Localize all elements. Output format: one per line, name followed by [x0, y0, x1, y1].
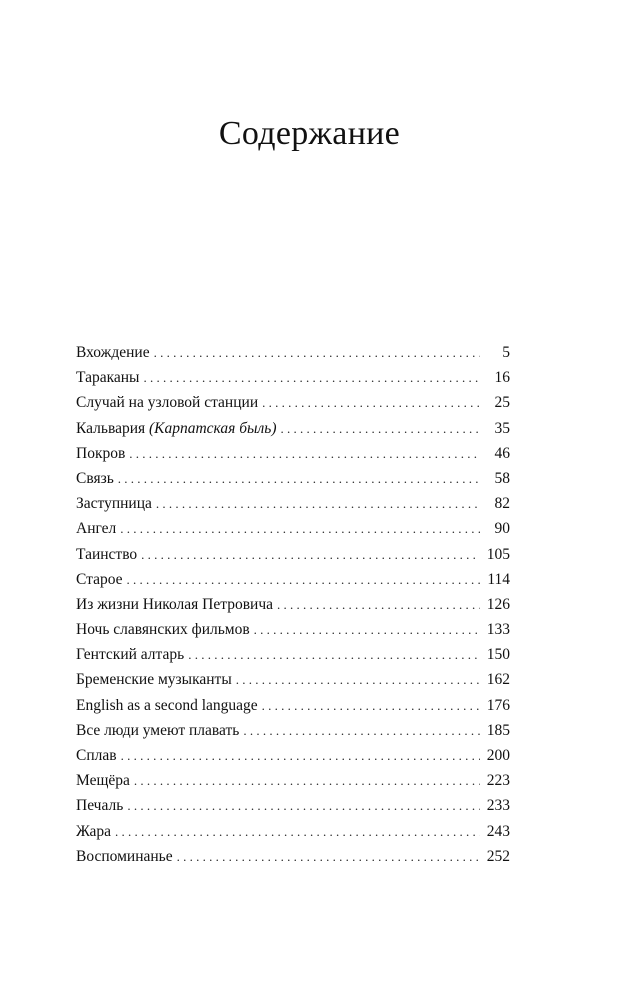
- toc-entry: [76, 693, 510, 718]
- toc-entry-title: Заступница: [76, 495, 152, 513]
- toc-dot-leader: [143, 365, 480, 390]
- toc-entry-title: Гентский алтарь: [76, 646, 185, 664]
- toc-dot-leader: [254, 617, 480, 642]
- toc-page-number: 162: [486, 671, 510, 689]
- toc-entry-title: Старое: [76, 570, 123, 588]
- toc-entry-title: Из жизни Николая Петровича: [76, 595, 274, 613]
- toc-page-number: 223: [486, 772, 510, 790]
- toc-entry: [76, 390, 510, 415]
- toc-entry-title: Все люди умеют плавать: [76, 721, 240, 739]
- toc-entry-title: Мещёра: [76, 772, 130, 790]
- toc-dot-leader: [115, 819, 480, 844]
- toc-dot-leader: [118, 466, 480, 491]
- toc-entry: [76, 768, 510, 793]
- table-of-contents: [76, 340, 510, 869]
- toc-page-number: 185: [486, 721, 510, 739]
- toc-page-number: 133: [486, 621, 510, 639]
- toc-entry: [76, 844, 510, 869]
- toc-entry-title: English as a second language: [76, 696, 258, 714]
- toc-entry-note: (Карпатская быль): [149, 419, 277, 437]
- toc-page-number: 25: [494, 394, 510, 412]
- toc-page-number: 114: [487, 570, 510, 588]
- toc-entry-title: Воспоминанье: [76, 847, 173, 865]
- page-title: Содержание: [218, 115, 401, 152]
- toc-page-number: 35: [494, 419, 510, 437]
- toc-dot-leader: [177, 844, 480, 869]
- toc-entry: [76, 642, 510, 667]
- toc-page-number: 90: [494, 520, 510, 538]
- toc-entry-title: Вхождение: [76, 344, 150, 361]
- toc-dot-leader: [141, 542, 480, 567]
- toc-entry: [76, 542, 510, 567]
- toc-entry-title: Ангел: [76, 520, 117, 538]
- toc-page-number: 243: [486, 822, 510, 840]
- toc-entry-title: Тараканы: [76, 369, 140, 387]
- toc-dot-leader: [134, 768, 480, 793]
- toc-page-number: 233: [486, 797, 510, 815]
- toc-dot-leader: [127, 793, 480, 818]
- toc-entry-title: Кальвария (Карпатская быль): [76, 419, 277, 437]
- toc-dot-leader: [154, 340, 480, 365]
- toc-page-number: 150: [486, 646, 510, 664]
- toc-entry: [76, 718, 510, 743]
- toc-entry-title: Покров: [76, 444, 126, 462]
- toc-entry: [76, 365, 510, 390]
- toc-entry: [76, 466, 510, 491]
- toc-entry-title: Печаль: [76, 797, 124, 815]
- toc-dot-leader: [188, 642, 480, 667]
- toc-entry: [76, 441, 510, 466]
- toc-page-number: 58: [494, 469, 510, 487]
- toc-page-number: 200: [486, 747, 510, 764]
- toc-entry: [76, 617, 510, 642]
- toc-dot-leader: [236, 667, 480, 692]
- toc-dot-leader: [243, 718, 480, 743]
- toc-entry: [76, 592, 510, 617]
- toc-page-number: 105: [486, 545, 510, 563]
- toc-entry-title: Случай на узловой станции: [76, 394, 259, 412]
- toc-entry-title: Таинство: [76, 545, 138, 563]
- toc-entry: [76, 491, 510, 516]
- toc-dot-leader: [121, 743, 480, 768]
- toc-entry: [76, 793, 510, 818]
- toc-entry: [76, 667, 510, 692]
- toc-page-number: 5: [502, 344, 510, 361]
- toc-page-number: 176: [486, 696, 510, 714]
- toc-entry: [76, 567, 510, 592]
- toc-dot-leader: [262, 390, 480, 415]
- toc-dot-leader: [156, 491, 480, 516]
- toc-dot-leader: [120, 516, 480, 541]
- toc-page-number: 16: [494, 369, 510, 387]
- toc-dot-leader: [129, 441, 480, 466]
- toc-dot-leader: [262, 693, 480, 718]
- toc-entry: [76, 743, 510, 768]
- toc-entry: [76, 416, 510, 441]
- toc-entry-title: Связь: [76, 469, 114, 487]
- toc-entry: [76, 516, 510, 541]
- toc-page-number: 46: [494, 444, 510, 462]
- toc-page-number: 82: [494, 495, 510, 513]
- toc-entry: [76, 819, 510, 844]
- toc-page-number: 126: [486, 595, 510, 613]
- toc-dot-leader: [127, 567, 480, 592]
- toc-entry-title: Бременские музыканты: [76, 671, 232, 689]
- toc-entry-title: Ночь славянских фильмов: [76, 621, 250, 639]
- toc-entry: [76, 340, 510, 365]
- toc-entry-title: Жара: [76, 822, 112, 840]
- toc-dot-leader: [277, 592, 480, 617]
- toc-dot-leader: [281, 416, 481, 441]
- toc-entry-title: Сплав: [76, 747, 117, 764]
- toc-page-number: 252: [486, 847, 510, 865]
